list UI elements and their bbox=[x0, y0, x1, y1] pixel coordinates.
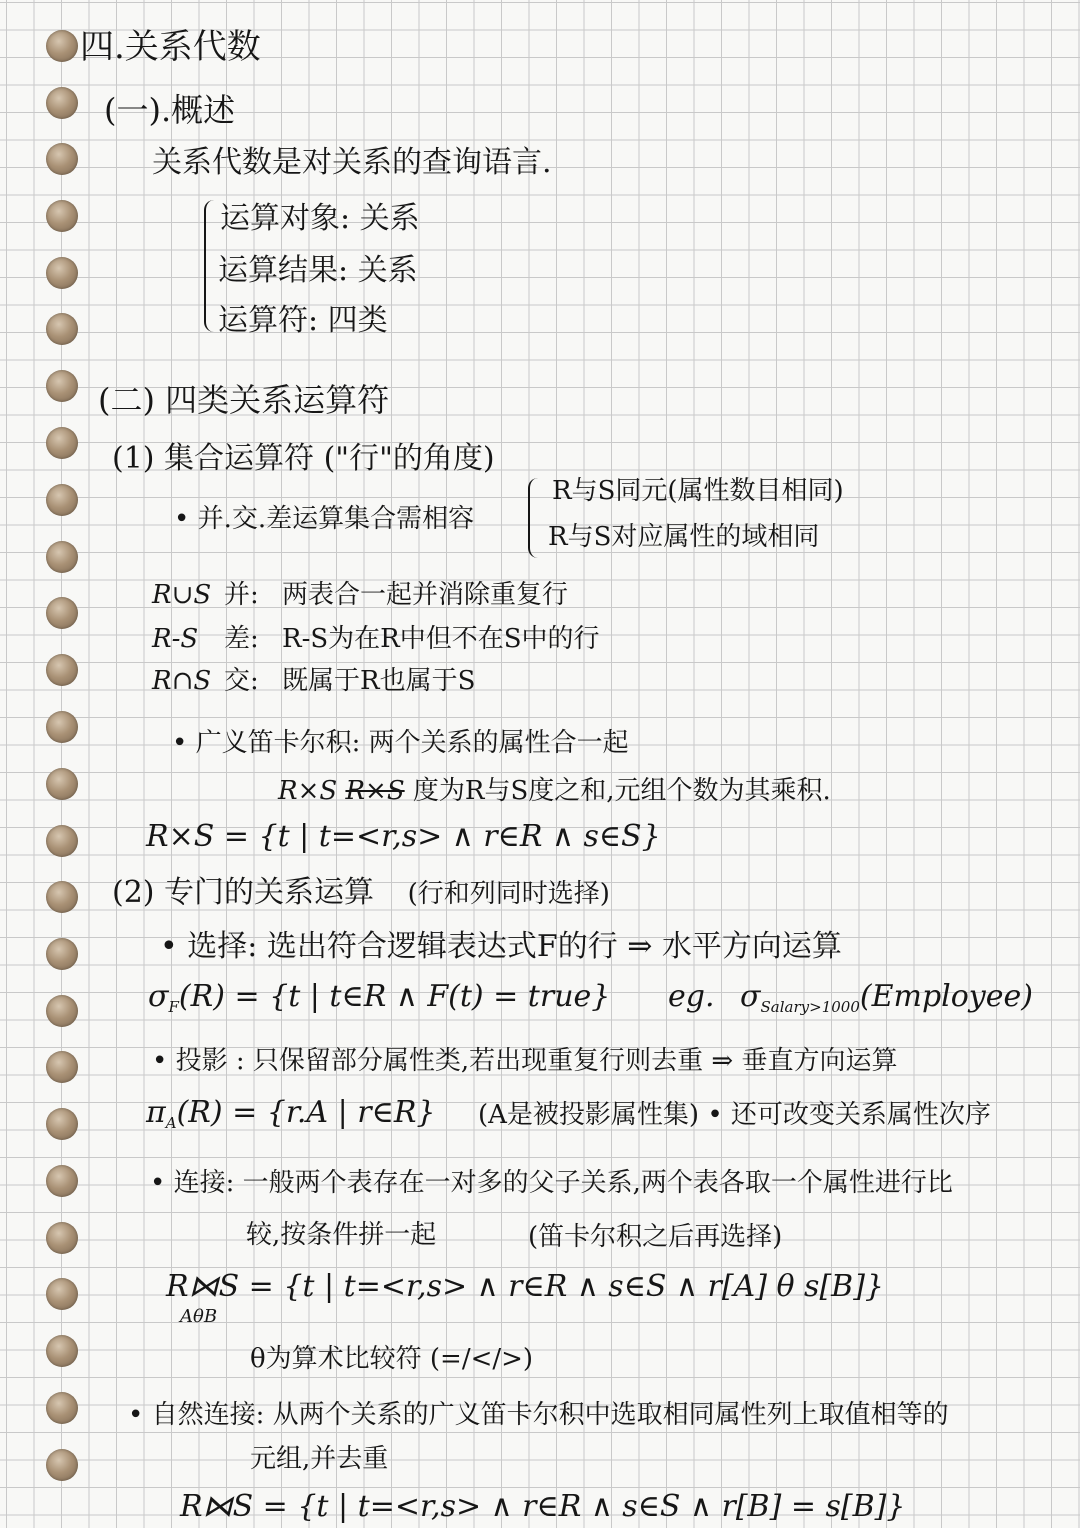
binding-hole bbox=[46, 1222, 78, 1254]
set-operation-name: 交: bbox=[224, 666, 259, 696]
natural-join-formula: R⋈S = {t | t=<r,s> ∧ r∈R ∧ s∈S ∧ r[B] = s[B]} bbox=[180, 1489, 906, 1524]
binding-hole bbox=[46, 1278, 78, 1310]
binding-hole bbox=[46, 1051, 78, 1083]
selection-example-arg: (Employee) bbox=[859, 979, 1033, 1014]
selection-sub: F bbox=[168, 998, 179, 1016]
join-note: (笛卡尔积之后再选择) bbox=[528, 1222, 783, 1252]
compat-brace bbox=[528, 478, 540, 558]
projection-note: (A是被投影属性集) • 还可改变关系属性次序 bbox=[478, 1100, 991, 1130]
cartesian-note bbox=[278, 778, 831, 804]
set-operation-desc: 既属于R也属于S bbox=[282, 666, 476, 696]
binding-hole bbox=[46, 768, 78, 800]
set-operation-symbol: R∪S bbox=[152, 580, 212, 610]
selection-example bbox=[668, 979, 1033, 1016]
set-operation-desc: 两表合一起并消除重复行 bbox=[282, 580, 569, 610]
selection-example-prefix: eg. bbox=[668, 979, 715, 1014]
compat-cond-domain: R与S对应属性的域相同 bbox=[548, 522, 820, 552]
join-formula-subscript: AθB bbox=[180, 1306, 218, 1327]
cartesian-note-symbol: R×S bbox=[278, 776, 338, 806]
binding-hole bbox=[46, 370, 78, 402]
projection-formula bbox=[146, 1095, 436, 1132]
section-heading-operators: (二) 四类关系运算符 bbox=[98, 381, 390, 419]
set-operation-name: 并: bbox=[224, 580, 259, 610]
selection-sigma: σ bbox=[148, 979, 169, 1014]
binding-hole bbox=[46, 597, 78, 629]
selection-rhs: (R) = {t | t∈R ∧ F(t) = true} bbox=[178, 979, 611, 1014]
set-operation-name: 差: bbox=[224, 624, 259, 654]
selection-label: • 选择: 选出符合逻辑表达式F的行 ⇒ 水平方向运算 bbox=[160, 929, 842, 964]
selection-example-sub: Salary>1000 bbox=[760, 998, 860, 1016]
binding-hole bbox=[46, 711, 78, 743]
binding-hole bbox=[46, 143, 78, 175]
set-operation-desc: R-S为在R中但不在S中的行 bbox=[282, 624, 600, 654]
cartesian-note-struck: R×S bbox=[345, 776, 405, 806]
projection-label: • 投影 : 只保留部分属性类,若出现重复行则去重 ⇒ 垂直方向运算 bbox=[152, 1046, 898, 1076]
binding-hole bbox=[46, 87, 78, 119]
overview-item-operator: 运算符: 四类 bbox=[218, 303, 388, 338]
join-formula: R⋈S = {t | t=<r,s> ∧ r∈R ∧ s∈S ∧ r[A] θ s[B]} bbox=[166, 1269, 884, 1304]
join-label: • 连接: 一般两个表存在一对多的父子关系,两个表各取一个属性进行比 bbox=[150, 1168, 953, 1198]
binding-hole bbox=[46, 200, 78, 232]
binding-holes bbox=[0, 0, 100, 1528]
binding-hole bbox=[46, 1449, 78, 1481]
subsection-set-operators: (1) 集合运算符 ("行"的角度) bbox=[112, 441, 495, 476]
binding-hole bbox=[46, 30, 78, 62]
natural-join-label-continued: 元组,并去重 bbox=[250, 1444, 389, 1474]
binding-hole bbox=[46, 541, 78, 573]
binding-hole bbox=[46, 881, 78, 913]
subsection-special-note: (行和列同时选择) bbox=[407, 879, 610, 909]
binding-hole bbox=[46, 313, 78, 345]
subsection-special-heading: (2) 专门的关系运算 bbox=[112, 875, 375, 910]
set-operation-symbol: R∩S bbox=[152, 666, 212, 696]
page-title: 四.关系代数 bbox=[80, 27, 261, 67]
set-operation-row bbox=[152, 626, 600, 652]
binding-hole bbox=[46, 825, 78, 857]
selection-formula bbox=[148, 979, 611, 1016]
overview-intro: 关系代数是对关系的查询语言. bbox=[152, 145, 552, 180]
binding-hole bbox=[46, 654, 78, 686]
binding-hole bbox=[46, 484, 78, 516]
set-operation-row bbox=[152, 582, 568, 608]
compat-label: • 并.交.差运算集合需相容 bbox=[174, 504, 475, 534]
subsection-special-operators bbox=[112, 875, 610, 910]
binding-hole bbox=[46, 938, 78, 970]
compat-cond-arity: R与S同元(属性数目相同) bbox=[552, 476, 844, 506]
binding-hole bbox=[46, 1392, 78, 1424]
cartesian-note-text: 度为R与S度之和,元组个数为其乘积. bbox=[412, 776, 831, 806]
overview-brace bbox=[204, 200, 216, 332]
set-operation-row bbox=[152, 668, 475, 694]
set-operation-symbol: R-S bbox=[152, 624, 199, 654]
join-label-continued: 较,按条件拼一起 bbox=[246, 1220, 437, 1250]
projection-rhs: (R) = {r.A | r∈R} bbox=[176, 1095, 436, 1130]
binding-hole bbox=[46, 1335, 78, 1367]
theta-note: θ为算术比较符 (=/</>) bbox=[250, 1344, 534, 1374]
overview-item-operand: 运算对象: 关系 bbox=[220, 201, 420, 236]
natural-join-label: • 自然连接: 从两个关系的广义笛卡尔积中选取相同属性列上取值相等的 bbox=[128, 1400, 949, 1430]
binding-hole bbox=[46, 995, 78, 1027]
binding-hole bbox=[46, 1165, 78, 1197]
section-heading-overview: (一).概述 bbox=[104, 91, 236, 129]
binding-hole bbox=[46, 257, 78, 289]
projection-sub: A bbox=[165, 1114, 177, 1132]
cartesian-formula: R×S = {t | t=<r,s> ∧ r∈R ∧ s∈S} bbox=[146, 819, 661, 854]
binding-hole bbox=[46, 427, 78, 459]
overview-item-result: 运算结果: 关系 bbox=[218, 253, 418, 288]
projection-pi: π bbox=[146, 1095, 166, 1130]
cartesian-label: • 广义笛卡尔积: 两个关系的属性合一起 bbox=[172, 728, 629, 758]
binding-hole bbox=[46, 1108, 78, 1140]
selection-example-sigma: σ bbox=[740, 979, 761, 1014]
